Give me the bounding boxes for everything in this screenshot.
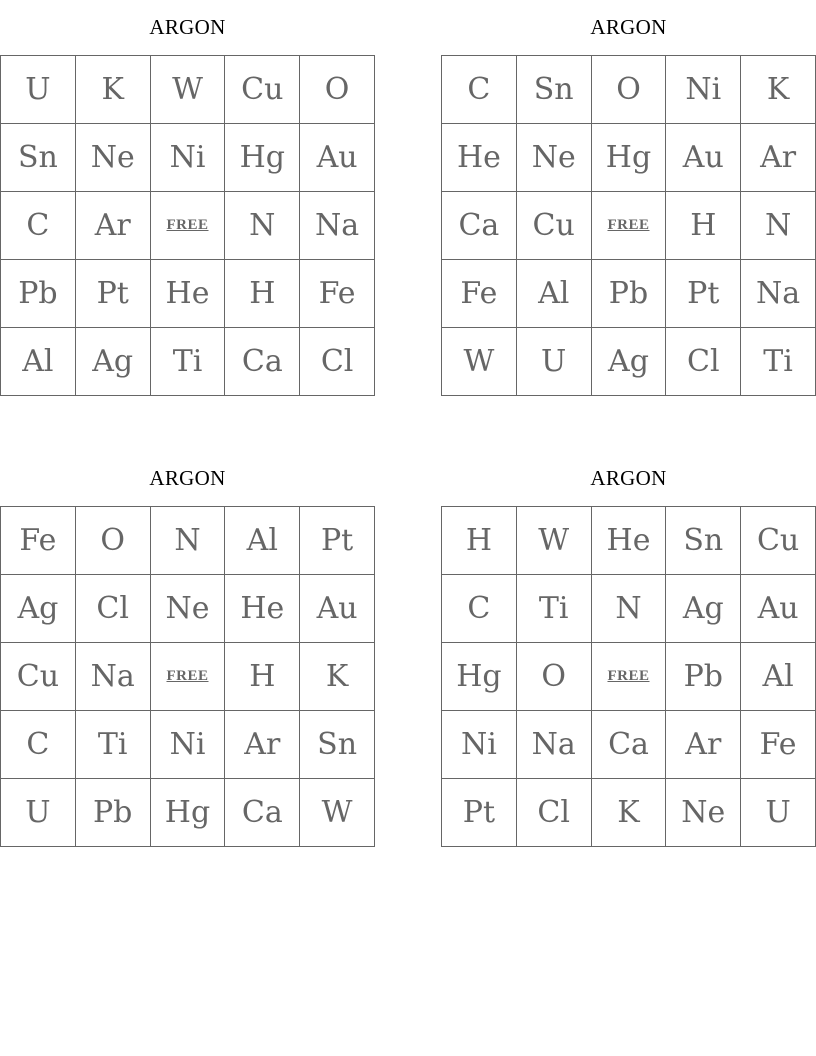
grid-cell: Cu (225, 56, 300, 124)
grid-cell: Na (300, 192, 375, 260)
grid-cell: K (75, 56, 150, 124)
grid-cell: Al (225, 507, 300, 575)
grid-cell: Ti (741, 328, 816, 396)
grid-cell: H (666, 192, 741, 260)
free-space-cell: FREE (591, 643, 666, 711)
grid-row (442, 328, 816, 396)
grid-row (442, 643, 816, 711)
grid-cell: C (1, 711, 76, 779)
grid-row (442, 575, 816, 643)
bingo-grid (0, 506, 375, 847)
grid-cell: Cu (741, 507, 816, 575)
grid-cell: Ni (442, 711, 517, 779)
grid-cell: Cu (1, 643, 76, 711)
grid-cell: C (1, 192, 76, 260)
grid-cell: Fe (741, 711, 816, 779)
grid-cell: Ar (75, 192, 150, 260)
grid-cell: Ni (150, 124, 225, 192)
grid-cell: Pb (591, 260, 666, 328)
grid-row (442, 124, 816, 192)
grid-cell: W (516, 507, 591, 575)
grid-cell: Ca (591, 711, 666, 779)
grid-cell: Au (300, 124, 375, 192)
grid-cell: Ti (150, 328, 225, 396)
grid-row (442, 507, 816, 575)
grid-cell: O (516, 643, 591, 711)
bingo-card (0, 0, 375, 396)
grid-cell: He (225, 575, 300, 643)
grid-cell: O (75, 507, 150, 575)
grid-cell: Fe (442, 260, 517, 328)
free-space-cell: FREE (591, 192, 666, 260)
grid-cell: Ne (150, 575, 225, 643)
grid-cell: O (591, 56, 666, 124)
grid-row (442, 192, 816, 260)
grid-cell: Na (516, 711, 591, 779)
grid-cell: N (225, 192, 300, 260)
grid-row (1, 507, 375, 575)
grid-cell: He (150, 260, 225, 328)
grid-cell: Pt (75, 260, 150, 328)
grid-cell: Ne (516, 124, 591, 192)
card-title: ARGON (590, 15, 667, 39)
grid-cell: Cu (516, 192, 591, 260)
grid-row (1, 124, 375, 192)
grid-cell: O (300, 56, 375, 124)
grid-row (1, 328, 375, 396)
grid-cell: Sn (666, 507, 741, 575)
grid-cell: Ag (591, 328, 666, 396)
grid-cell: Pt (442, 779, 517, 847)
grid-cell: Pt (300, 507, 375, 575)
grid-cell: Cl (75, 575, 150, 643)
grid-cell: Al (741, 643, 816, 711)
grid-cell: Pt (666, 260, 741, 328)
grid-cell: W (150, 56, 225, 124)
grid-row (442, 779, 816, 847)
bingo-grid (0, 55, 375, 396)
grid-cell: Pb (75, 779, 150, 847)
grid-cell: Ag (1, 575, 76, 643)
grid-cell: Fe (1, 507, 76, 575)
card-title: ARGON (590, 466, 667, 490)
grid-cell: Sn (1, 124, 76, 192)
grid-cell: K (591, 779, 666, 847)
grid-cell: He (442, 124, 517, 192)
grid-row (1, 643, 375, 711)
grid-row (1, 779, 375, 847)
grid-row (442, 260, 816, 328)
grid-cell: Ni (666, 56, 741, 124)
free-space-cell: FREE (150, 192, 225, 260)
grid-row (442, 56, 816, 124)
bingo-grid (441, 55, 816, 396)
grid-cell: Hg (442, 643, 517, 711)
grid-cell: Na (741, 260, 816, 328)
grid-cell: Sn (300, 711, 375, 779)
grid-cell: Au (300, 575, 375, 643)
grid-cell: K (741, 56, 816, 124)
bingo-card (0, 451, 375, 847)
grid-cell: Ca (225, 779, 300, 847)
grid-row (1, 56, 375, 124)
grid-cell: Cl (300, 328, 375, 396)
grid-cell: Au (741, 575, 816, 643)
grid-cell: N (591, 575, 666, 643)
grid-cell: Hg (591, 124, 666, 192)
grid-cell: Ni (150, 711, 225, 779)
grid-cell: K (300, 643, 375, 711)
grid-cell: Ca (225, 328, 300, 396)
free-space-cell: FREE (150, 643, 225, 711)
grid-cell: Ar (741, 124, 816, 192)
grid-row (1, 260, 375, 328)
grid-cell: Pb (666, 643, 741, 711)
grid-cell: N (741, 192, 816, 260)
grid-cell: Ag (75, 328, 150, 396)
grid-cell: H (442, 507, 517, 575)
grid-cell: He (591, 507, 666, 575)
grid-cell: H (225, 643, 300, 711)
grid-cell: Ne (666, 779, 741, 847)
bingo-card (441, 451, 816, 847)
grid-row (1, 192, 375, 260)
grid-cell: U (741, 779, 816, 847)
grid-cell: U (1, 779, 76, 847)
grid-cell: H (225, 260, 300, 328)
bingo-grid (441, 506, 816, 847)
bingo-card (441, 0, 816, 396)
grid-cell: Al (1, 328, 76, 396)
grid-cell: Al (516, 260, 591, 328)
grid-cell: Ar (666, 711, 741, 779)
grid-cell: U (1, 56, 76, 124)
grid-cell: Hg (150, 779, 225, 847)
grid-cell: C (442, 56, 517, 124)
grid-cell: Ti (75, 711, 150, 779)
grid-cell: W (442, 328, 517, 396)
grid-row (1, 711, 375, 779)
grid-cell: Ar (225, 711, 300, 779)
card-title: ARGON (149, 466, 226, 490)
grid-cell: Na (75, 643, 150, 711)
grid-cell: Cl (516, 779, 591, 847)
grid-row (442, 711, 816, 779)
card-title: ARGON (149, 15, 226, 39)
grid-cell: W (300, 779, 375, 847)
grid-cell: Sn (516, 56, 591, 124)
grid-cell: Ne (75, 124, 150, 192)
grid-cell: Fe (300, 260, 375, 328)
grid-cell: Ti (516, 575, 591, 643)
grid-cell: Au (666, 124, 741, 192)
grid-cell: Pb (1, 260, 76, 328)
grid-cell: Ag (666, 575, 741, 643)
grid-row (1, 575, 375, 643)
grid-cell: U (516, 328, 591, 396)
grid-cell: Ca (442, 192, 517, 260)
grid-cell: N (150, 507, 225, 575)
grid-cell: C (442, 575, 517, 643)
grid-cell: Cl (666, 328, 741, 396)
grid-cell: Hg (225, 124, 300, 192)
